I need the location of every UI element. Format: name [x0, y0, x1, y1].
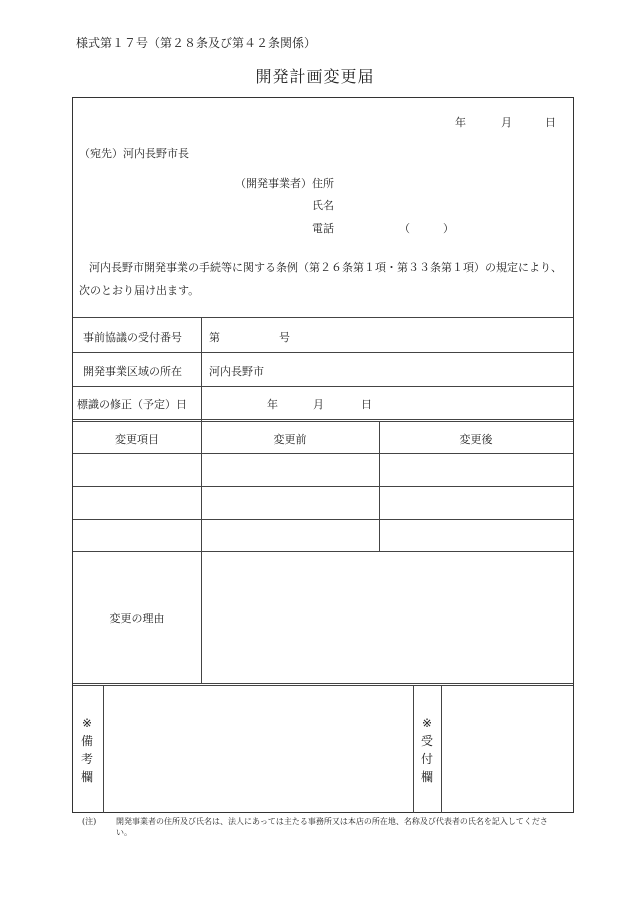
reception-label: ※ 受 付 欄: [420, 716, 433, 784]
after-change-header: 変更後: [459, 433, 493, 446]
table-row: [73, 519, 573, 520]
divider: [201, 551, 202, 684]
receipt-number-prefix: 第: [209, 331, 220, 344]
sign-revision-date-label: 標識の修正（予定）日: [77, 398, 187, 411]
page-title: 開発計画変更届: [255, 67, 375, 86]
site-location-label: 開発事業区域の所在: [83, 365, 182, 378]
note-mark: (注): [82, 817, 97, 826]
form-number: 様式第１７号（第２８条及び第４２条関係）: [76, 36, 317, 50]
body-text: 河内長野市開発事業の手続等に関する条例（第２６条第１項・第３３条第１項）の規定により、次のとおり届け出ます。: [79, 261, 562, 297]
divider: [73, 551, 573, 552]
divider: [73, 419, 573, 422]
remarks-label: ※ 備 考 欄: [80, 716, 93, 784]
date-year-label: 年: [455, 116, 466, 129]
note-text: 開発事業者の住所及び氏名は、法人にあっては主たる事務所又は本店の所在地、名称及び代表者の氏名を記入してください。: [116, 817, 548, 837]
divider: [201, 317, 202, 421]
applicant-role-label: （開発事業者）: [235, 177, 312, 190]
divider: [103, 685, 104, 813]
divider: [73, 386, 573, 387]
change-item-header: 変更項目: [115, 433, 159, 446]
divider: [73, 352, 573, 353]
site-location-value: 河内長野市: [209, 365, 264, 378]
form-frame: [72, 97, 574, 813]
address-label: 住所: [312, 177, 334, 190]
table-row: [73, 486, 573, 487]
sign-revision-month: 月: [313, 398, 324, 411]
receipt-number-label: 事前協議の受付番号: [83, 331, 182, 344]
date-month-label: 月: [501, 116, 512, 129]
divider: [413, 685, 414, 813]
date-day-label: 日: [545, 116, 556, 129]
sign-revision-day: 日: [361, 398, 372, 411]
divider: [73, 317, 573, 318]
sign-revision-year: 年: [267, 398, 278, 411]
receipt-number-suffix: 号: [279, 331, 290, 344]
addressee: （宛先）河内長野市長: [79, 147, 189, 160]
reason-label: 変更の理由: [109, 612, 165, 625]
phone-label: 電話: [312, 222, 334, 235]
divider: [441, 685, 442, 813]
phone-paren: （ ）: [399, 222, 454, 235]
table-row: [73, 453, 573, 454]
name-label: 氏名: [312, 199, 334, 212]
before-change-header: 変更前: [273, 433, 307, 446]
divider: [73, 683, 573, 686]
